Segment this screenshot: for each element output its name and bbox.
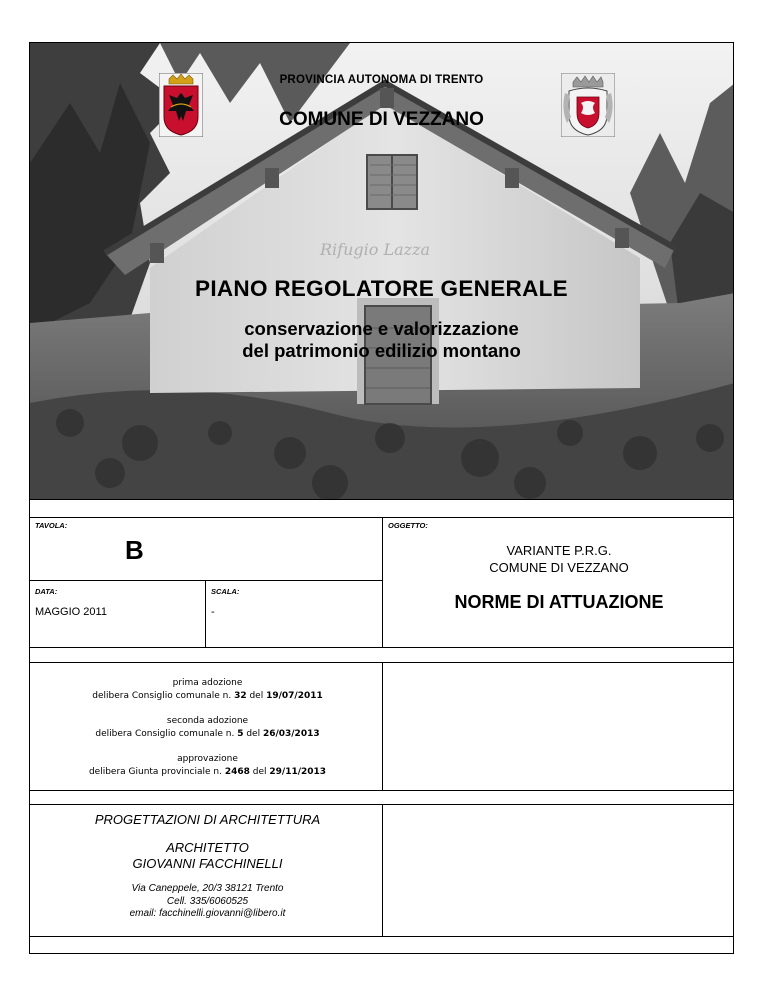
tavola-value: B — [125, 535, 144, 565]
plan-title: PIANO REGOLATORE GENERALE — [195, 276, 568, 301]
province-name: PROVINCIA AUTONOMA DI TRENTO — [279, 74, 484, 86]
divider — [29, 936, 734, 937]
firm-name: PROGETTAZIONI DI ARCHITETTURA — [94, 812, 321, 827]
approval-title: prima adozione — [172, 678, 243, 688]
approval-entry — [29, 753, 386, 779]
architect-role: ARCHITETTO — [166, 840, 249, 855]
phone: Cell. 335/6060525 — [166, 895, 249, 907]
contact-block — [29, 883, 386, 921]
approval-title: approvazione — [177, 754, 238, 764]
approval-entry — [29, 677, 386, 703]
architect-name: GIOVANNI FACCHINELLI — [132, 856, 283, 871]
email-link[interactable]: email: facchinelli.giovanni@libero.it — [129, 908, 286, 919]
divider — [29, 647, 734, 648]
data-value: MAGGIO 2011 — [35, 606, 107, 618]
data-label: DATA: — [35, 587, 58, 596]
divider — [29, 790, 734, 791]
approval-detail: delibera Consiglio comunale n. 5 del 26/03/2013 — [95, 729, 320, 739]
hut-sign-text: Rifugio Lazza — [320, 240, 431, 259]
scala-value: - — [211, 606, 215, 618]
subtitle-line-2: del patrimonio edilizio montano — [242, 340, 521, 361]
oggetto-line-2: COMUNE DI VEZZANO — [489, 560, 629, 575]
approval-detail: delibera Giunta provinciale n. 2468 del 29/11/2013 — [88, 767, 327, 777]
divider — [382, 517, 383, 647]
subtitle-line-1: conservazione e valorizzazione — [244, 318, 519, 339]
cover-photo — [29, 42, 734, 500]
oggetto-value — [388, 542, 730, 576]
municipality-name: COMUNE DI VEZZANO — [279, 109, 484, 130]
oggetto-label: OGGETTO: — [388, 521, 428, 530]
oggetto-line-1: VARIANTE P.R.G. — [506, 543, 612, 558]
architect-block — [29, 840, 386, 872]
tavola-label: TAVOLA: — [35, 521, 68, 530]
approval-detail: delibera Consiglio comunale n. 32 del 19/07/2011 — [92, 691, 323, 701]
approval-entry — [29, 715, 386, 741]
plan-subtitle — [30, 318, 733, 362]
approval-title: seconda adozione — [166, 716, 249, 726]
divider — [205, 580, 206, 647]
address: Via Caneppele, 20/3 38121 Trento — [131, 883, 284, 894]
scala-label: SCALA: — [211, 587, 240, 596]
document-title: NORME DI ATTUAZIONE — [454, 592, 664, 612]
